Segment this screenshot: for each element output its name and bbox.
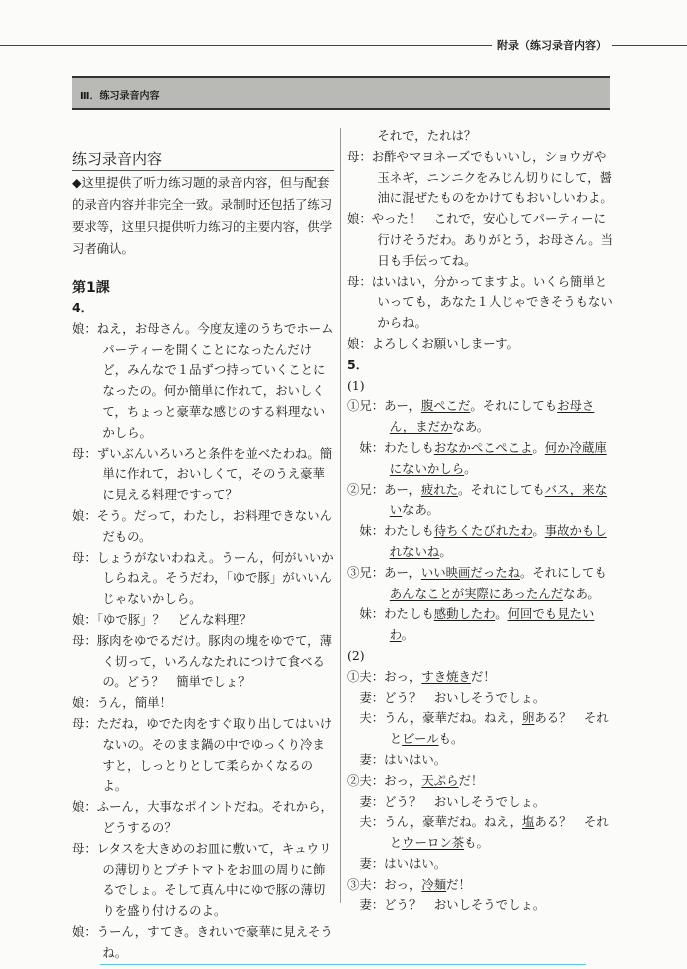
answer-underlined: あんなことが実際にあったんだ bbox=[389, 585, 564, 601]
dialogue-text: おっ， bbox=[384, 772, 422, 788]
dialogue-line bbox=[347, 708, 615, 750]
section-title: 练习录音内容 bbox=[72, 148, 334, 171]
dialogue-text: うん，豪華だね。ねえ， bbox=[384, 814, 522, 830]
part-label: (2) bbox=[347, 647, 365, 663]
dialogue-text: なあ。 bbox=[563, 585, 600, 601]
dialogue-text: はいはい，分かってますよ。いくら簡単といっても，あなた１人じゃできそうもないからね。 bbox=[371, 273, 613, 331]
dialogue-line bbox=[72, 714, 334, 797]
dialogue-text: ある？ それと bbox=[389, 814, 609, 851]
dialogue-text: なあ。 bbox=[452, 419, 490, 435]
banner-title: Ⅲ．练习录音内容 bbox=[80, 91, 160, 102]
dialogue-text: 。それにしても bbox=[470, 398, 558, 414]
dialogue-text: やった！ これで，安心してパーティーに行けそうだわ。ありがとう，お母さん。当日も手伝ってね。 bbox=[371, 211, 614, 268]
dialogue-text: も。 bbox=[464, 835, 489, 851]
answer-underlined: 疲れた bbox=[420, 481, 459, 497]
speaker-label: 母： bbox=[72, 715, 97, 731]
answer-underlined: 天ぷら bbox=[421, 772, 459, 788]
speaker-label: 妻： bbox=[359, 689, 385, 705]
speaker-label: ②夫： bbox=[347, 772, 385, 788]
speaker-label: 娘： bbox=[72, 799, 97, 815]
dialogue-text: 。 bbox=[532, 523, 545, 539]
answer-underlined: 冷麺 bbox=[421, 876, 447, 892]
dialogue-text: ずいぶんいろいろと条件を並べたわね。簡単に作れて，おいしくて，そのうえ豪華に見える料理ですって？ bbox=[96, 445, 333, 503]
dialogue-text: うーん，すてき。きれいで豪華に見えそうね。 bbox=[96, 923, 333, 960]
dialogue-text: おっ， bbox=[384, 668, 422, 684]
answer-underlined: 塩 bbox=[521, 814, 535, 830]
dialogue-line bbox=[72, 506, 334, 548]
speaker-label: 妻： bbox=[359, 751, 385, 767]
dialogue-line bbox=[347, 396, 615, 438]
answer-underlined: おなかぺこぺこよ bbox=[433, 439, 533, 455]
speaker-label: 娘： bbox=[72, 923, 97, 939]
dialogue-line bbox=[72, 631, 334, 693]
dialogue-line bbox=[347, 334, 615, 355]
part-label: (1) bbox=[347, 377, 365, 393]
dialogue-line bbox=[72, 610, 334, 631]
column-divider bbox=[340, 128, 341, 903]
header-rule-left bbox=[0, 45, 492, 46]
dialogue-line bbox=[347, 563, 615, 605]
dialogue-line bbox=[347, 521, 615, 563]
dialogue-text: 。 bbox=[464, 460, 477, 476]
dialogue-text: うん，豪華だね。ねえ， bbox=[384, 710, 522, 726]
dialogue-text: うん，簡単！ bbox=[96, 695, 172, 711]
dialogue-line bbox=[347, 438, 615, 480]
dialogue-text: 。それにしても bbox=[458, 481, 545, 497]
intro-paragraph: ◆这里提供了听力练习题的录音内容，但与配套的录音内容并非完全一致。录制时还包括了练习要求等，这里只提供听力练习的主要内容，供学习者确认。 bbox=[72, 175, 333, 256]
speaker-label: ①兄： bbox=[347, 398, 385, 414]
speaker-label: 母： bbox=[72, 445, 97, 461]
speaker-label: 妻： bbox=[359, 793, 385, 809]
dialogue-text: ねえ，お母さん。今度友達のうちでホームパーティーを開くことになったんだけど，みんなで１品ずつ持っていくことになったの。何か簡単に作れて，おいしくて，ちょっと豪華な感じのする料理ないかしら。 bbox=[96, 320, 334, 440]
dialogue-text: なあ。 bbox=[402, 502, 439, 518]
speaker-label: 母： bbox=[72, 549, 97, 565]
dialogue-line bbox=[347, 750, 615, 771]
dialogue-text: どう？ おいしそうでしょ。 bbox=[384, 689, 546, 705]
dialogue-text: はいはい。 bbox=[384, 751, 447, 767]
dialogue-line bbox=[72, 693, 334, 714]
dialogue-line bbox=[347, 875, 615, 896]
exercise-part-1 bbox=[347, 396, 615, 646]
exercise-part-2 bbox=[347, 667, 615, 917]
exercise-number: 5． bbox=[347, 356, 369, 372]
speaker-label: ③兄： bbox=[347, 564, 385, 580]
running-title: 附录（练习录音内容） bbox=[497, 39, 607, 52]
dialogue-text: 。 bbox=[439, 543, 452, 559]
dialogue-text: どう？ おいしそうでしょ。 bbox=[384, 897, 546, 913]
dialogue-line bbox=[72, 548, 334, 610]
answer-underlined: 何か冷蔵庫にないかしら bbox=[389, 439, 607, 476]
speaker-label: 妹： bbox=[359, 439, 385, 455]
dialogue-text: だ！ bbox=[458, 772, 484, 788]
speaker-label: 娘： bbox=[72, 695, 97, 711]
dialogue-line bbox=[347, 667, 615, 688]
dialogue-line bbox=[347, 812, 615, 854]
right-column bbox=[347, 126, 615, 916]
dialogue-text: レタスを大きめのお皿に敷いて，キュウリの薄切りとプチトマトをお皿の周りに飾るでしょ。そして真ん中にゆで豚の薄切りを盛り付けるのよ。 bbox=[96, 840, 332, 919]
speaker-label: ③夫： bbox=[347, 876, 385, 892]
dialogue-text: 豚肉をゆでるだけ。豚肉の塊をゆでて，薄く切って，いろんなたれにつけて食べるの。どう？ 簡単でしょ？ bbox=[96, 632, 332, 690]
speaker-label: 妹： bbox=[359, 523, 385, 539]
dialogue-text: 。 bbox=[495, 606, 508, 622]
lesson-heading: 第1課 bbox=[72, 280, 110, 296]
dialogue-text: そう。だって，わたし，お料理できないんだもの。 bbox=[96, 507, 332, 544]
speaker-label: 妹： bbox=[359, 606, 385, 622]
dialogue-text: ある？ それと bbox=[389, 710, 609, 747]
answer-underlined: すき焼き bbox=[421, 668, 471, 684]
dialogue-line bbox=[347, 895, 615, 916]
dialogue-line bbox=[347, 792, 615, 813]
dialogue-text: お酢やマヨネーズでもいいし，ショウガや玉ネギ，ニンニクをみじん切りにして，醤油に混ぜたものをかけてもおいしいわよ。 bbox=[371, 148, 613, 206]
dialogue-line bbox=[347, 688, 615, 709]
dialogue-text: あー， bbox=[384, 564, 421, 580]
dialogue-text: おっ， bbox=[384, 876, 422, 892]
dialogue-text: どう？ おいしそうでしょ。 bbox=[384, 793, 546, 809]
speaker-label: 妻： bbox=[359, 855, 385, 871]
dialogue-line bbox=[347, 604, 615, 646]
speaker-label: 娘： bbox=[347, 211, 372, 227]
speaker-label: 夫： bbox=[359, 710, 385, 726]
dialogue-line bbox=[347, 272, 615, 334]
dialogue-line bbox=[72, 922, 334, 964]
dialogue-text: 。それにしても bbox=[519, 564, 607, 580]
answer-underlined: いい映画だったね bbox=[420, 564, 520, 580]
speaker-label: 妻： bbox=[359, 897, 385, 913]
dialogue-line bbox=[72, 319, 334, 444]
dialogue bbox=[72, 319, 334, 964]
speaker-label: 母： bbox=[72, 840, 97, 856]
dialogue-text: 「ゆで豚」？ どんな料理？ bbox=[96, 611, 252, 627]
left-column bbox=[72, 148, 334, 964]
dialogue-text: しょうがないわねえ。うーん，何がいいかしらねえ。そうだわ，「ゆで豚」がいいんじゃないかしら。 bbox=[96, 549, 334, 607]
dialogue-text: はいはい。 bbox=[384, 855, 447, 871]
speaker-label: 母： bbox=[347, 273, 372, 289]
dialogue-line bbox=[347, 480, 615, 522]
speaker-label: 母： bbox=[347, 148, 372, 164]
dialogue-line bbox=[347, 854, 615, 875]
dialogue-text: わたしも bbox=[384, 439, 434, 455]
dialogue-line bbox=[72, 444, 334, 506]
exercise-number: 4． bbox=[72, 300, 94, 315]
dialogue-text: ただね，ゆでた肉をすぐ取り出してはいけないの。そのまま鍋の中でゆっくり冷ますと，しっとりとして柔らかくなるのよ。 bbox=[96, 715, 333, 794]
speaker-label: 母： bbox=[72, 632, 97, 648]
header-rule-right bbox=[612, 45, 687, 46]
section-banner bbox=[72, 76, 610, 110]
dialogue-text: わたしも bbox=[384, 606, 434, 622]
answer-underlined: 感動したわ bbox=[433, 606, 496, 622]
dialogue-text: あー， bbox=[384, 398, 421, 414]
answer-underlined: 事故かもしれないね bbox=[389, 523, 607, 559]
dialogue-text: わたしも bbox=[384, 523, 434, 539]
speaker-label: 娘： bbox=[72, 320, 97, 336]
dialogue-text: ふーん，大事なポイントだね。それから，どうするの？ bbox=[96, 799, 333, 835]
dialogue-text: だ！ bbox=[446, 876, 471, 892]
dialogue-text: 。 bbox=[401, 627, 415, 643]
dialogue-text: も。 bbox=[438, 731, 464, 747]
dialogue-text: あー， bbox=[384, 481, 421, 497]
answer-underlined: 待ちくたびれたわ bbox=[433, 523, 533, 539]
dialogue-text: だ！ bbox=[470, 668, 496, 684]
answer-underlined: ビール bbox=[402, 731, 439, 747]
dialogue-line bbox=[72, 839, 334, 922]
answer-underlined: ウーロン茶 bbox=[402, 835, 465, 851]
speaker-label: 娘： bbox=[72, 611, 97, 627]
answer-underlined: バス，来ない bbox=[389, 481, 608, 518]
speaker-label: 夫： bbox=[359, 814, 385, 830]
dialogue-line bbox=[347, 209, 615, 271]
dialogue bbox=[347, 147, 615, 355]
dialogue-line bbox=[347, 771, 615, 792]
bottom-rule bbox=[100, 964, 586, 965]
speaker-label: ①夫： bbox=[347, 668, 385, 684]
speaker-label: 娘： bbox=[347, 335, 372, 351]
answer-underlined: お母さん，まだか bbox=[389, 398, 595, 435]
dialogue-line bbox=[347, 147, 615, 209]
dialogue-continuation: それで，たれは？ bbox=[377, 128, 477, 143]
dialogue-text: よろしくお願いしまーす。 bbox=[371, 335, 519, 351]
dialogue-line bbox=[72, 797, 334, 839]
speaker-label: 娘： bbox=[72, 507, 97, 523]
answer-underlined: 腹ぺこだ bbox=[420, 398, 471, 414]
answer-underlined: 卵 bbox=[521, 710, 535, 726]
dialogue-text: 。 bbox=[532, 439, 545, 455]
answer-underlined: 何回でも見たいわ bbox=[389, 606, 595, 643]
speaker-label: ②兄： bbox=[347, 481, 385, 497]
